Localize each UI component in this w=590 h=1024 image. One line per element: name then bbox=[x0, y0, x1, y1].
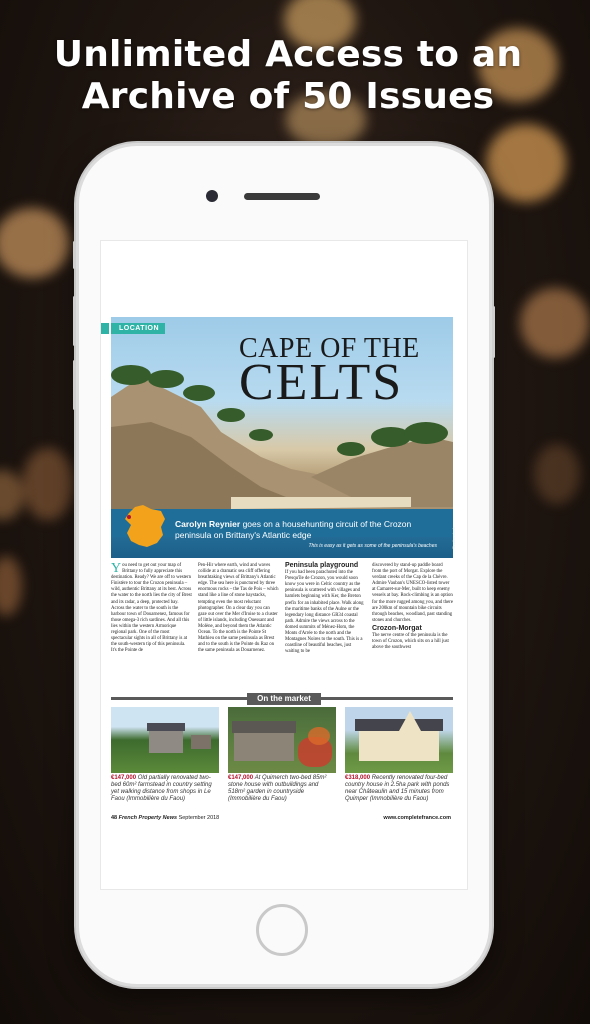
side-button-volume-down bbox=[73, 360, 76, 410]
column-2-text: Pen-Hir where earth, wind and waves collide at a dramatic sea cliff offering breathtaking views of Brittany's Atlantic edge. The sea here is punctured by three enormous rocks – the Tas de Pois – which stand like a line of stone haystacks, tempting even the most reluctant photographer. On a clear day you can gaze out over the Mer d'Iroise to a cluster of little islands, including Ouessant and Molène, and beyond them the Atlantic Ocean. To the north is the Pointe St Mathieu on the same peninsula as Brest and to the south is the Pointe du Raz on the same peninsula as Douarnenez. bbox=[198, 563, 279, 654]
section-tag: LOCATION bbox=[111, 323, 165, 334]
side-button-power bbox=[492, 306, 495, 358]
article-title-big: CELTS bbox=[239, 354, 404, 411]
column-1-text: ou need to get out your map of Brittany to fully appreciate this destination. Ready? We are off to western Finistère to tour the Crozon peninsula – wild, authentic Brittany at its best. Across the water to the north lies the city of Brest and its radar, a deep, protected bay. Across the water to the south is the harbour town of Douarnenez, famous for those omega-3 rich sardines. And all this lies within the western Armorique regional park. One of the most spectacular sights in all of Brittany is at the south-western tip of this peninsula. It's the Pointe de bbox=[111, 563, 192, 654]
listing-desc: At Quimerch two-bed 85m² stone house with outbuildings and 518m² garden in countryside bbox=[228, 775, 327, 795]
article-body bbox=[111, 563, 453, 687]
article-column-4 bbox=[372, 563, 453, 687]
feature-header-image bbox=[111, 317, 456, 558]
subheading-crozon: Crozon-Morgat bbox=[372, 624, 422, 632]
home-button[interactable] bbox=[256, 904, 308, 956]
listing-card[interactable] bbox=[228, 707, 336, 803]
headline-line-2: Archive of 50 Issues bbox=[81, 76, 495, 117]
magazine-brand: French Property News bbox=[118, 815, 178, 821]
column-4-text-2: The nerve centre of the peninsula is the town of Crozon, which sits on a hill just above the southwest bbox=[372, 633, 449, 651]
listing-photo bbox=[111, 707, 219, 773]
column-3-text: If you had been parachuted into the Presqu'île de Crozon, you would soon know you were in Celtic country as the peninsula is scattered with villages and hamlets beginning with Ker, the Breton prefix for an inhabited place. Walk along the maritime banks of the Aulne or the legendary long distance GR34 coastal path. Admire the views across to the domed summits of Ménez-Hom, the Monts d'Arrée to the north and the Montagnes Noires to the south. This is a coastline of beautiful beaches, just waiting to be bbox=[285, 570, 364, 655]
listing-agent: (Immobilière du Faou) bbox=[126, 796, 186, 802]
dropcap: Y bbox=[111, 561, 122, 576]
article-column-1 bbox=[111, 563, 192, 687]
standfirst bbox=[175, 519, 445, 541]
listing-text bbox=[228, 775, 336, 803]
standfirst-author: Carolyn Reynier bbox=[175, 519, 241, 529]
listing-card[interactable] bbox=[111, 707, 219, 803]
phone-screen[interactable] bbox=[100, 240, 468, 890]
column-4-text: discovered by stand-up paddle board from the port of Morgat. Explore the verdant creeks of the Cap de la Chèvre. Admire Vauban's UNESCO-listed tower at Camaret-sur-Mer, built to keep enemy vessels at bay. Rock-climbing is an option for the more rugged among you, and there are 200km of mountain bike circuits through beaches, woodland, past standing stones and churches. bbox=[372, 563, 453, 623]
listing-photo bbox=[345, 707, 453, 773]
side-button-mute bbox=[73, 241, 76, 269]
issue-date: September 2018 bbox=[178, 815, 220, 821]
photo-credit: Shutterstock bbox=[451, 527, 456, 550]
article-column-3 bbox=[285, 563, 366, 687]
page-footer-url: www.completefrance.com bbox=[383, 815, 451, 821]
page-number: 48 bbox=[111, 815, 118, 821]
subheading-peninsula: Peninsula playground bbox=[285, 562, 359, 569]
listing-text bbox=[345, 775, 453, 803]
listing-photo bbox=[228, 707, 336, 773]
listing-price: €147,000 bbox=[228, 775, 254, 781]
listing-price: €147,000 bbox=[111, 775, 137, 781]
listing-desc: Old partially renovated two-bed 60m² farmstead in country setting yet walking distance from shops in Le Faou bbox=[111, 775, 212, 802]
phone-mockup bbox=[79, 146, 489, 984]
listing-desc: Recently renovated four-bed country house in 2.5ha park with ponds near Châteaulin and 15 minutes from Quimper bbox=[345, 775, 450, 802]
front-camera bbox=[206, 190, 218, 202]
standfirst-text: goes on a househunting circuit of the Crozon peninsula on Brittany's Atlantic edge bbox=[175, 519, 412, 540]
article-column-2 bbox=[198, 563, 279, 687]
listing-card[interactable] bbox=[345, 707, 453, 803]
on-the-market-section bbox=[111, 693, 453, 801]
image-caption: This is easy as it gets as some of the peninsula's beaches bbox=[308, 543, 437, 549]
listing-agent: (Immobilière du Faou) bbox=[369, 796, 429, 802]
headline-line-1: Unlimited Access to an bbox=[53, 34, 523, 75]
promo-headline bbox=[0, 34, 576, 118]
article-title-small: CAPE OF THE bbox=[239, 333, 420, 364]
page-footer-left bbox=[111, 815, 219, 821]
listing-price: €318,000 bbox=[345, 775, 371, 781]
france-map-icon bbox=[121, 503, 169, 551]
earpiece-speaker bbox=[244, 193, 320, 200]
listing-agent: (Immobilière du Faou) bbox=[228, 796, 287, 802]
side-button-volume-up bbox=[73, 296, 76, 346]
market-label: On the market bbox=[247, 693, 321, 705]
listing-text bbox=[111, 775, 219, 803]
